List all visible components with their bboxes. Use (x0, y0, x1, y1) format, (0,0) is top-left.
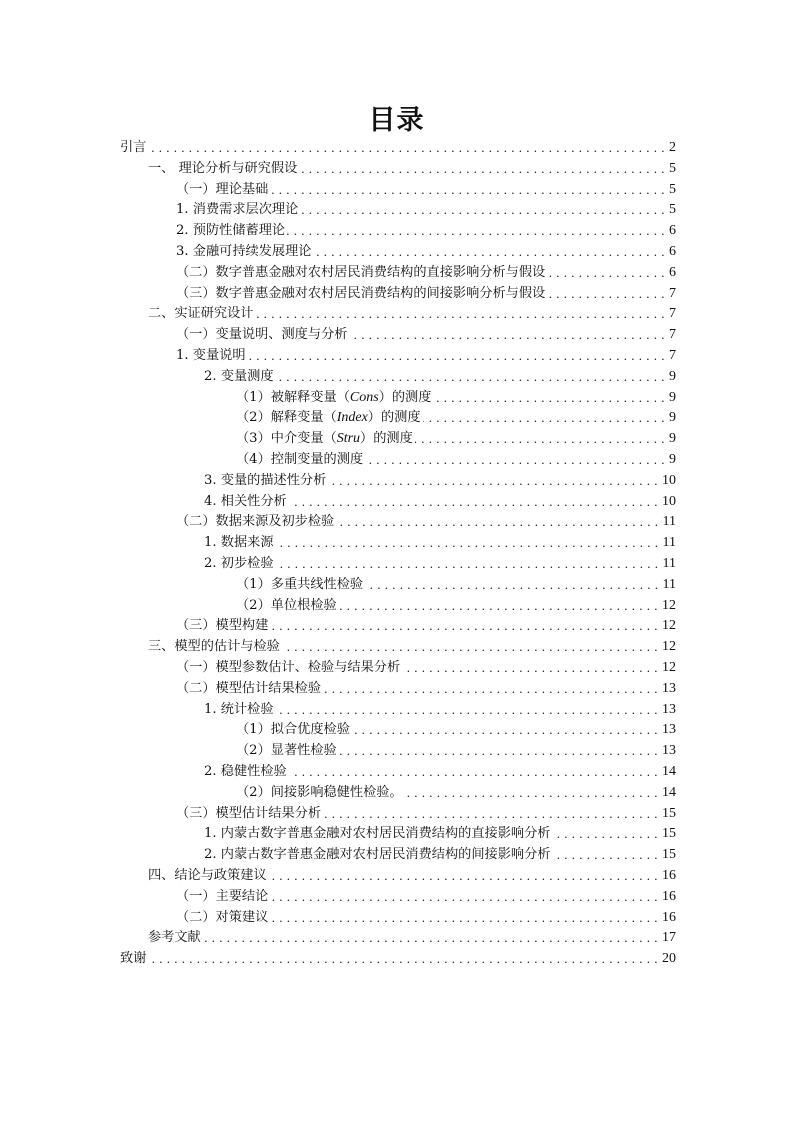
toc-entry-label: 1. 统计检验 (204, 701, 274, 717)
toc-entry[interactable] (204, 554, 676, 574)
dot-leader (269, 866, 658, 886)
dot-leader (323, 804, 658, 824)
dot-leader (270, 616, 658, 636)
toc-entry-label: （一）理论基础 (176, 181, 269, 197)
toc-entry-page-number: 20 (662, 951, 676, 967)
dot-leader (365, 575, 658, 595)
toc-entry-page-number: 13 (662, 680, 676, 696)
toc-entry[interactable] (236, 720, 676, 740)
toc-entry[interactable] (204, 700, 676, 720)
toc-entry-label: 1. 变量说明 (176, 348, 246, 363)
toc-entry-label: 3. 金融可持续发展理论 (176, 244, 312, 259)
toc-entry-label: （二）模型估计结果检验 (176, 680, 322, 696)
toc-entry-label (236, 388, 433, 408)
toc-entry-label: （二）对策建议 (176, 909, 269, 925)
toc-entry-label: 二、实证研究设计 (148, 306, 254, 322)
toc-entry[interactable] (176, 284, 676, 304)
dot-leader (248, 346, 665, 366)
toc-entry[interactable] (176, 616, 676, 636)
toc-entry-label: 4. 相关性分析 (204, 493, 287, 509)
toc-entry[interactable] (236, 388, 676, 408)
dot-leader (402, 658, 658, 678)
dot-leader (282, 637, 658, 657)
toc-entry-page-number: 15 (662, 805, 676, 821)
toc-entry-page-number: 12 (662, 618, 676, 634)
toc-entry[interactable] (176, 221, 676, 241)
dot-leader (256, 304, 666, 324)
toc-entry-page-number: 14 (662, 784, 676, 800)
dot-leader (276, 700, 658, 720)
dot-leader (289, 492, 658, 512)
dot-leader (552, 824, 658, 844)
dot-leader (313, 242, 665, 262)
toc-entry[interactable] (236, 596, 676, 616)
toc-entry[interactable] (176, 908, 676, 928)
toc-entry-label: （2）显著性检验 (236, 743, 337, 759)
toc-entry-label: （4）控制变量的测度 (236, 452, 364, 467)
toc-entry-page-number: 6 (669, 223, 676, 239)
dot-leader (433, 388, 665, 408)
dot-leader (339, 596, 658, 616)
dot-leader (423, 408, 665, 428)
dot-leader (323, 679, 658, 699)
toc-entry[interactable] (236, 450, 676, 470)
toc-entry-page-number: 14 (662, 764, 676, 779)
toc-entry-label-suffix: ）的测度 (367, 410, 421, 426)
toc-entry-label: （三）模型估计结果分析 (176, 805, 322, 821)
toc-entry-label: 一、 理论分析与研究假设 (148, 160, 298, 176)
toc-entry[interactable] (176, 346, 676, 366)
toc-entry-label: 参考文献 (148, 930, 201, 946)
dot-leader (547, 263, 665, 283)
dot-leader (300, 200, 665, 220)
toc-entry[interactable] (204, 824, 676, 844)
toc-entry-page-number: 7 (669, 306, 676, 322)
toc-entry-page-number: 5 (669, 160, 676, 176)
dot-leader (349, 325, 665, 345)
dot-leader (270, 908, 658, 928)
dot-leader (405, 783, 658, 803)
toc-entry-label: （一）模型参数估计、检验与结果分析 (176, 660, 401, 675)
toc-entry[interactable] (236, 429, 676, 449)
dot-leader (203, 928, 658, 948)
toc-entry[interactable] (176, 325, 676, 345)
toc-entry-page-number: 9 (669, 410, 676, 426)
toc-entry[interactable] (176, 658, 676, 678)
toc-entry-page-number: 15 (662, 826, 676, 842)
toc-entry-label: （2）间接影响稳健性检验。 (236, 784, 403, 800)
toc-entry[interactable] (176, 242, 676, 262)
dot-leader (276, 533, 659, 553)
toc-entry-label: （二）数字普惠金融对农村居民消费结构的直接影响分析与假设 (176, 264, 546, 280)
toc-entry-page-number: 13 (662, 722, 676, 738)
toc-entry-label: 2. 内蒙古数字普惠金融对农村居民消费结构的间接影响分析 (204, 847, 551, 863)
toc-entry[interactable] (204, 845, 676, 865)
toc-entry[interactable] (176, 263, 676, 283)
variable-name: Cons (349, 389, 379, 405)
toc-entry-label: （2）单位根检验 (236, 597, 337, 613)
toc-entry-label: （1）多重共线性检验 (236, 576, 364, 592)
toc-entry-page-number: 9 (669, 452, 676, 467)
toc-entry-page-number: 6 (669, 264, 676, 280)
toc-entry[interactable] (148, 159, 676, 179)
toc-entry[interactable] (204, 492, 676, 512)
toc-entry[interactable] (204, 471, 676, 491)
toc-entry[interactable] (148, 637, 676, 657)
dot-leader (287, 221, 665, 241)
toc-entry-label: 1. 内蒙古数字普惠金融对农村居民消费结构的直接影响分析 (204, 826, 551, 842)
toc-entry-page-number: 7 (669, 348, 676, 363)
toc-entry-label: （一）变量说明、测度与分析 (176, 327, 348, 343)
toc-entry-label: 2. 变量测度 (204, 368, 274, 384)
dot-leader (552, 845, 658, 865)
variable-name: Stru (336, 431, 361, 447)
toc-entry-page-number: 9 (669, 389, 676, 405)
dot-leader (148, 138, 665, 158)
toc-entry-label: 3. 变量的描述性分析 (204, 472, 327, 488)
dot-leader (276, 367, 665, 387)
dot-leader (270, 887, 658, 907)
variable-name: Index (336, 410, 368, 426)
toc-entry[interactable] (236, 575, 676, 595)
toc-entry-label: 2. 稳健性检验 (204, 764, 287, 779)
dot-leader (289, 762, 658, 782)
toc-entry[interactable] (236, 783, 676, 803)
toc-entry[interactable] (176, 679, 676, 699)
toc-entry[interactable] (176, 804, 676, 824)
toc-entry-label-prefix: （3）中介变量（ (236, 431, 337, 447)
toc-entry-page-number: 15 (662, 847, 676, 863)
toc-entry[interactable] (176, 512, 676, 532)
toc-entry-label: 致谢 (120, 951, 147, 967)
toc-entry[interactable] (204, 762, 676, 782)
toc-entry-page-number: 10 (662, 493, 676, 509)
toc-entry-label-suffix: ）的测度 (378, 389, 432, 405)
toc-entry[interactable] (204, 367, 676, 387)
toc-entry-page-number: 11 (662, 556, 676, 571)
toc-entry-page-number: 16 (662, 888, 676, 904)
toc-entry-page-number: 11 (662, 535, 676, 551)
toc-entry-label: （1）拟合优度检验 (236, 722, 350, 738)
toc-entry[interactable] (236, 741, 676, 761)
toc-entry-page-number: 11 (662, 576, 676, 592)
toc-entry-page-number: 12 (662, 639, 676, 655)
toc-entry-label: 2. 预防性储蓄理论 (176, 223, 286, 239)
toc-entry-page-number: 2 (669, 140, 676, 155)
toc-entry[interactable] (204, 533, 676, 553)
toc-entry-label: 四、结论与政策建议 (148, 868, 267, 883)
dot-leader (148, 949, 658, 969)
dot-leader (352, 720, 658, 740)
toc-entry-page-number: 9 (669, 431, 676, 447)
toc-entry-page-number: 5 (669, 181, 676, 197)
dot-leader (299, 159, 665, 179)
dot-leader (339, 741, 658, 761)
toc-entry[interactable] (148, 866, 676, 886)
toc-entry-page-number: 13 (662, 743, 676, 759)
toc-entry-page-number: 16 (662, 909, 676, 925)
toc-entry-label: （一）主要结论 (176, 888, 269, 904)
toc-entry-page-number: 7 (669, 285, 676, 301)
toc-entry[interactable] (148, 304, 676, 324)
toc-entry-label (236, 408, 423, 428)
toc-entry[interactable] (236, 408, 676, 428)
dot-leader (270, 180, 665, 200)
toc-entry-page-number: 12 (662, 660, 676, 675)
toc-entry-page-number: 11 (662, 514, 676, 530)
toc-entry-page-number: 5 (669, 202, 676, 218)
dot-leader (415, 429, 665, 449)
toc-title: 目录 (368, 105, 425, 136)
dot-leader (328, 471, 658, 491)
toc-entry-page-number: 13 (662, 701, 676, 717)
dot-leader (336, 512, 658, 532)
toc-entry-page-number: 6 (669, 244, 676, 259)
toc-entry-label: （二）数据来源及初步检验 (176, 514, 335, 530)
toc-entry-label-suffix: ）的测度 (360, 431, 413, 447)
dot-leader (365, 450, 665, 470)
toc-entry-label-prefix: （2）解释变量（ (236, 410, 337, 426)
toc-entry[interactable] (176, 200, 676, 220)
toc-entry-page-number: 9 (669, 368, 676, 384)
toc-entry-label: 1. 数据来源 (204, 535, 274, 551)
toc-entry-label: 引言 (120, 140, 147, 155)
toc-entry-page-number: 7 (669, 327, 676, 343)
toc-entry-page-number: 16 (662, 868, 676, 883)
toc-entry-page-number: 12 (662, 597, 676, 613)
toc-entry[interactable] (120, 949, 676, 969)
toc-entry-label-prefix: （1）被解释变量（ (236, 389, 350, 405)
toc-entry[interactable] (148, 928, 676, 948)
toc-entry[interactable] (176, 180, 676, 200)
toc-entry-label: 2. 初步检验 (204, 556, 274, 571)
toc-entry-label: （三）模型构建 (176, 618, 269, 634)
toc-entry[interactable] (120, 138, 676, 158)
dot-leader (547, 284, 665, 304)
toc-entry-label: （三）数字普惠金融对农村居民消费结构的间接影响分析与假设 (176, 285, 546, 301)
toc-entry-label (236, 429, 415, 449)
toc-entry[interactable] (176, 887, 676, 907)
toc-entry-page-number: 17 (662, 930, 676, 946)
toc-entry-label: 1. 消费需求层次理论 (176, 202, 299, 218)
dot-leader (276, 554, 659, 574)
toc-entry-label: 三、模型的估计与检验 (148, 639, 280, 655)
toc-entry-page-number: 10 (662, 472, 676, 488)
